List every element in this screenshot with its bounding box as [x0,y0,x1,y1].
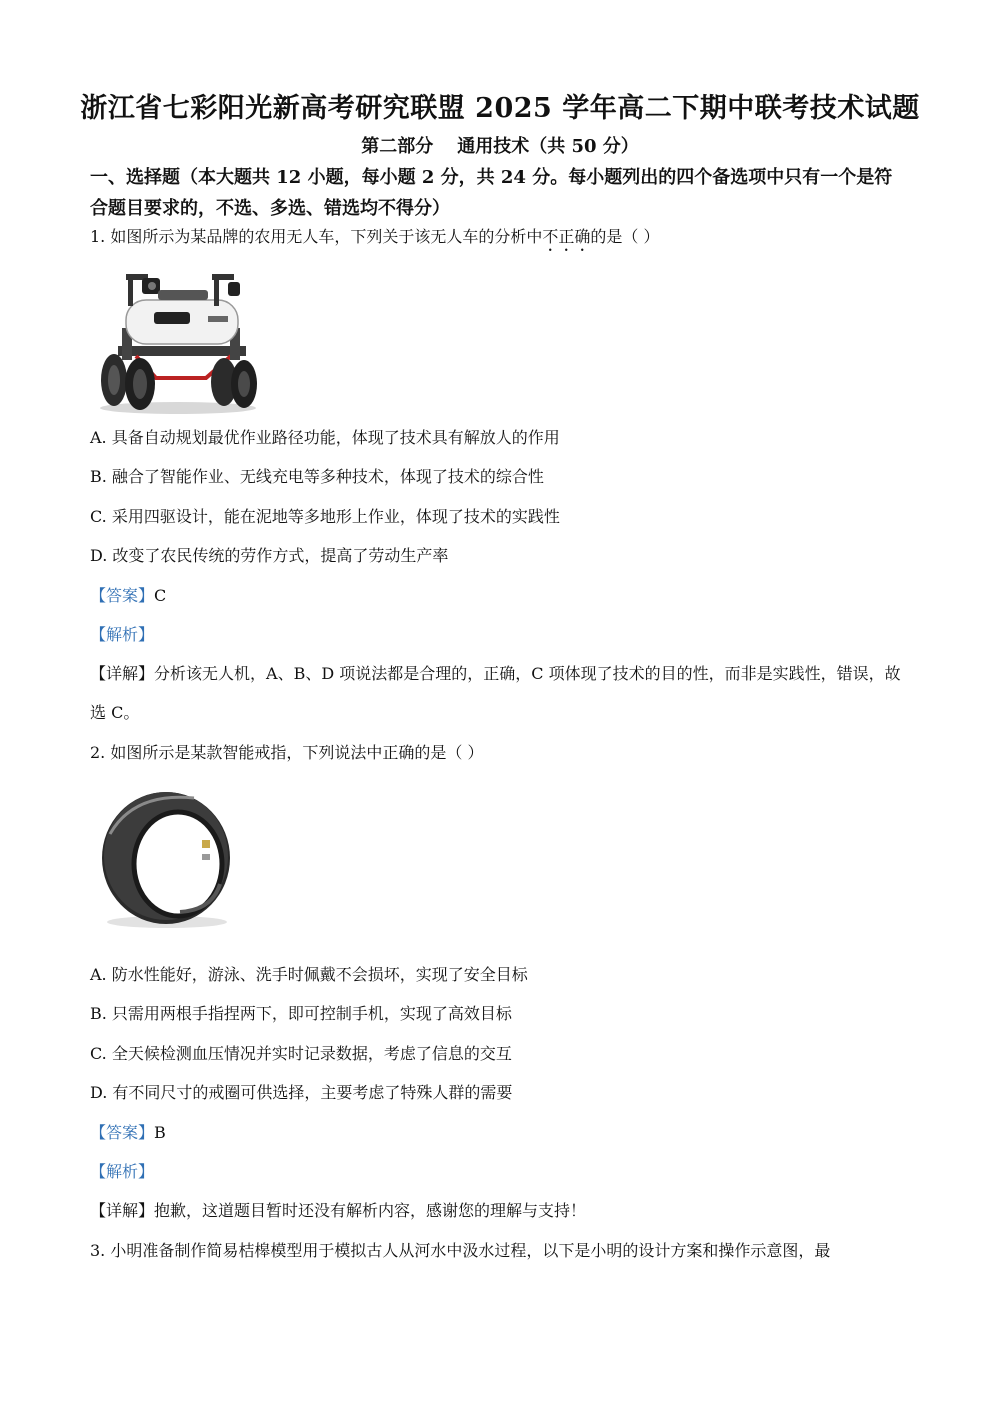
q1-option-a: A. 具备自动规划最优作业路径功能，体现了技术具有解放人的作用 [90,428,560,447]
q2-option-c: C. 全天候检测血压情况并实时记录数据，考虑了信息的交互 [90,1044,512,1063]
q2-option-a: A. 防水性能好，游泳、洗手时佩戴不会损坏，实现了安全目标 [90,965,528,984]
section-heading: 一、选择题（本大题共 12 小题，每小题 2 分，共 24 分。每小题列出的四个备选项中只有一个是符合题目要求的，不选、多选、错选均不得分） [90,167,893,219]
part-title: 通用技术（共 50 分） [457,136,639,157]
q1-detail-tag: 【详解】 [90,664,155,683]
q1-analysis-tag: 【解析】 [90,625,155,644]
q2-detail [90,1200,910,1222]
q1-answer-tag: 【答案】 [90,586,155,605]
q2-answer [90,1122,910,1144]
q2-option-d: D. 有不同尺寸的戒圈可供选择，主要考虑了特殊人群的需要 [90,1083,513,1102]
part-heading [0,132,1000,158]
q1-option-c: C. 采用四驱设计，能在泥地等多地形上作业，体现了技术的实践性 [90,507,560,526]
q2-analysis-tag: 【解析】 [90,1162,155,1181]
q1-detail-text: 分析该无人机，A、B、D 项说法都是合理的，正确，C 项体现了技术的目的性，而非是实践性，错误，故选 C。 [90,664,901,722]
q1-answer [90,585,910,607]
q1-stem [90,226,910,255]
q2-stem: 2. 如图所示是某款智能戒指，下列说法中正确的是（ ） [90,743,484,762]
q1-detail [90,654,910,732]
q2-detail-tag: 【详解】 [90,1201,155,1220]
page-title: 浙江省七彩阳光新高考研究联盟 2025 学年高二下期中联考技术试题 [80,93,920,124]
q1-stem-emphasis: 不正确 [542,227,591,246]
q2-option-b: B. 只需用两根手指捏两下，即可控制手机，实现了高效目标 [90,1004,512,1023]
q1-stem-suffix: 的是（ ） [590,227,660,246]
q1-answer-value: C [154,586,167,605]
q3-stem: 3. 小明准备制作简易桔槔模型用于模拟古人从河水中汲水过程，以下是小明的设计方案和操作示意图，最 [90,1241,831,1260]
q1-stem-prefix: 1. 如图所示为某品牌的农用无人车，下列关于该无人车的分析中 [90,227,543,246]
q2-answer-value: B [154,1123,166,1142]
q2-answer-tag: 【答案】 [90,1123,155,1142]
q1-option-d: D. 改变了农民传统的劳作方式，提高了劳动生产率 [90,546,449,565]
q2-detail-text: 抱歉，这道题目暂时还没有解析内容，感谢您的理解与支持！ [154,1201,587,1220]
part-label: 第二部分 [361,136,434,157]
q1-option-b: B. 融合了智能作业、无线充电等多种技术，体现了技术的综合性 [90,467,544,486]
q1-farm-robot-image [96,268,261,416]
q2-smart-ring-image [94,784,240,932]
